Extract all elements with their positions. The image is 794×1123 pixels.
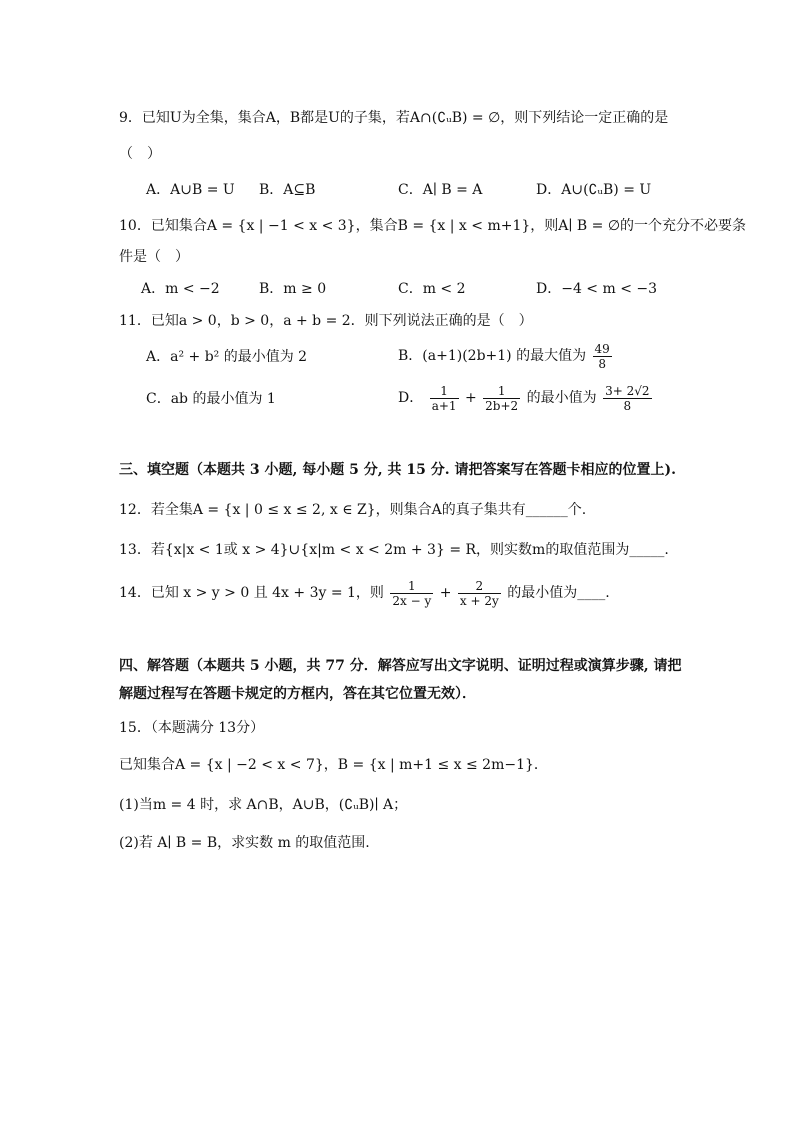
fraction-denominator: 2b+2 xyxy=(485,398,519,413)
q14-pre-text: 14．已知 x > y > 0 且 4x + 3y = 1，则 xyxy=(119,585,384,601)
section-4-title-line-1: 四、解答题（本题共 5 小题，共 77 分．解答应写出文字说明、证明过程或演算步骤, 请把 xyxy=(119,658,682,674)
q11-stem: 11．已知a > 0，b > 0，a + b = 2．则下列说法正确的是（ ） xyxy=(119,313,533,329)
q10-stem-continued: 件是（ ） xyxy=(119,249,189,265)
fraction-denominator: 2x − y xyxy=(392,593,432,608)
q15-part-1: (1)当m = 4 时，求 A∩B，A∪B，(∁ᵤB)∣ A； xyxy=(119,797,408,813)
q11-option-d xyxy=(398,380,654,416)
fraction-numerator: 2 xyxy=(458,579,501,594)
fraction-denominator: 8 xyxy=(598,356,606,371)
q9-option-c: C．A∣ B = A xyxy=(398,182,483,198)
q13-text: 13．若{x|x < 1或 x > 4}∪{x|m < x < 2m + 3} = R，则实数m的取值范围为_____. xyxy=(119,542,669,558)
q14-line xyxy=(119,575,610,611)
q15-part-2: (2)若 A∣ B = B，求实数 m 的取值范围. xyxy=(119,835,370,851)
fraction-denominator: x + 2y xyxy=(459,593,499,608)
q11-option-a: A．a² + b² 的最小值为 2 xyxy=(146,349,308,365)
section-4-title-line-2: 解题过程写在答题卡规定的方框内，答在其它位置无效）． xyxy=(119,686,476,702)
q11-option-d-answer-fraction xyxy=(603,384,651,413)
q11-option-d-mid-text: 的最小值为 xyxy=(526,390,597,406)
q11-option-d-fraction-2 xyxy=(483,384,520,413)
q10-option-a: A．m < −2 xyxy=(141,281,220,297)
q11-option-c: C．ab 的最小值为 1 xyxy=(146,391,276,407)
fraction-numerator: 1 xyxy=(390,579,433,594)
plus-sign: + xyxy=(439,585,452,601)
q10-option-c: C．m < 2 xyxy=(398,281,466,297)
q10-stem: 10．已知集合A = {x | −1 < x < 3}，集合B = {x | x < m+1}，则A∣ B = ∅的一个充分不必要条 xyxy=(119,218,747,234)
q14-post-text: 的最小值为____. xyxy=(507,585,610,601)
q10-option-b: B．m ≥ 0 xyxy=(259,281,327,297)
q14-fraction-2 xyxy=(458,579,501,608)
q11-option-b-fraction xyxy=(593,342,612,371)
section-3-title: 三、填空题（本题共 3 小题, 每小题 5 分, 共 15 分. 请把答案写在答题卡相应的位置上). xyxy=(119,462,676,478)
q11-option-d-label: D． xyxy=(398,390,424,406)
q14-fraction-1 xyxy=(390,579,433,608)
q11-option-d-fraction-1 xyxy=(430,384,459,413)
q15-given: 已知集合A = {x | −2 < x < 7}，B = {x | m+1 ≤ x ≤ 2m−1}． xyxy=(119,757,548,773)
fraction-numerator: 1 xyxy=(483,384,520,399)
q9-stem: 9．已知U为全集，集合A，B都是U的子集，若A∩(∁ᵤB) = ∅，则下列结论一定正确的是 xyxy=(119,110,669,126)
fraction-numerator: 1 xyxy=(430,384,459,399)
q12-text: 12．若全集A = {x | 0 ≤ x ≤ 2, x ∈ Z}，则集合A的真子集共有______个. xyxy=(119,502,587,518)
q9-option-d: D．A∪(∁ᵤB) = U xyxy=(536,182,652,198)
q15-header: 15．（本题满分 13分） xyxy=(119,720,265,736)
q9-answer-paren: （ ） xyxy=(119,146,161,162)
fraction-numerator: 3+ 2√2 xyxy=(605,383,650,398)
fraction-denominator: a+1 xyxy=(431,398,457,413)
q11-option-b-text: B．(a+1)(2b+1) 的最大值为 xyxy=(398,348,587,364)
plus-sign: + xyxy=(464,390,477,406)
q9-option-b: B．A⊆B xyxy=(259,182,316,198)
q10-option-d: D．−4 < m < −3 xyxy=(536,281,658,297)
q11-option-b xyxy=(398,338,614,374)
q9-option-a: A．A∪B = U xyxy=(146,182,235,198)
fraction-denominator: 8 xyxy=(623,398,632,413)
fraction-numerator: 49 xyxy=(594,341,610,356)
